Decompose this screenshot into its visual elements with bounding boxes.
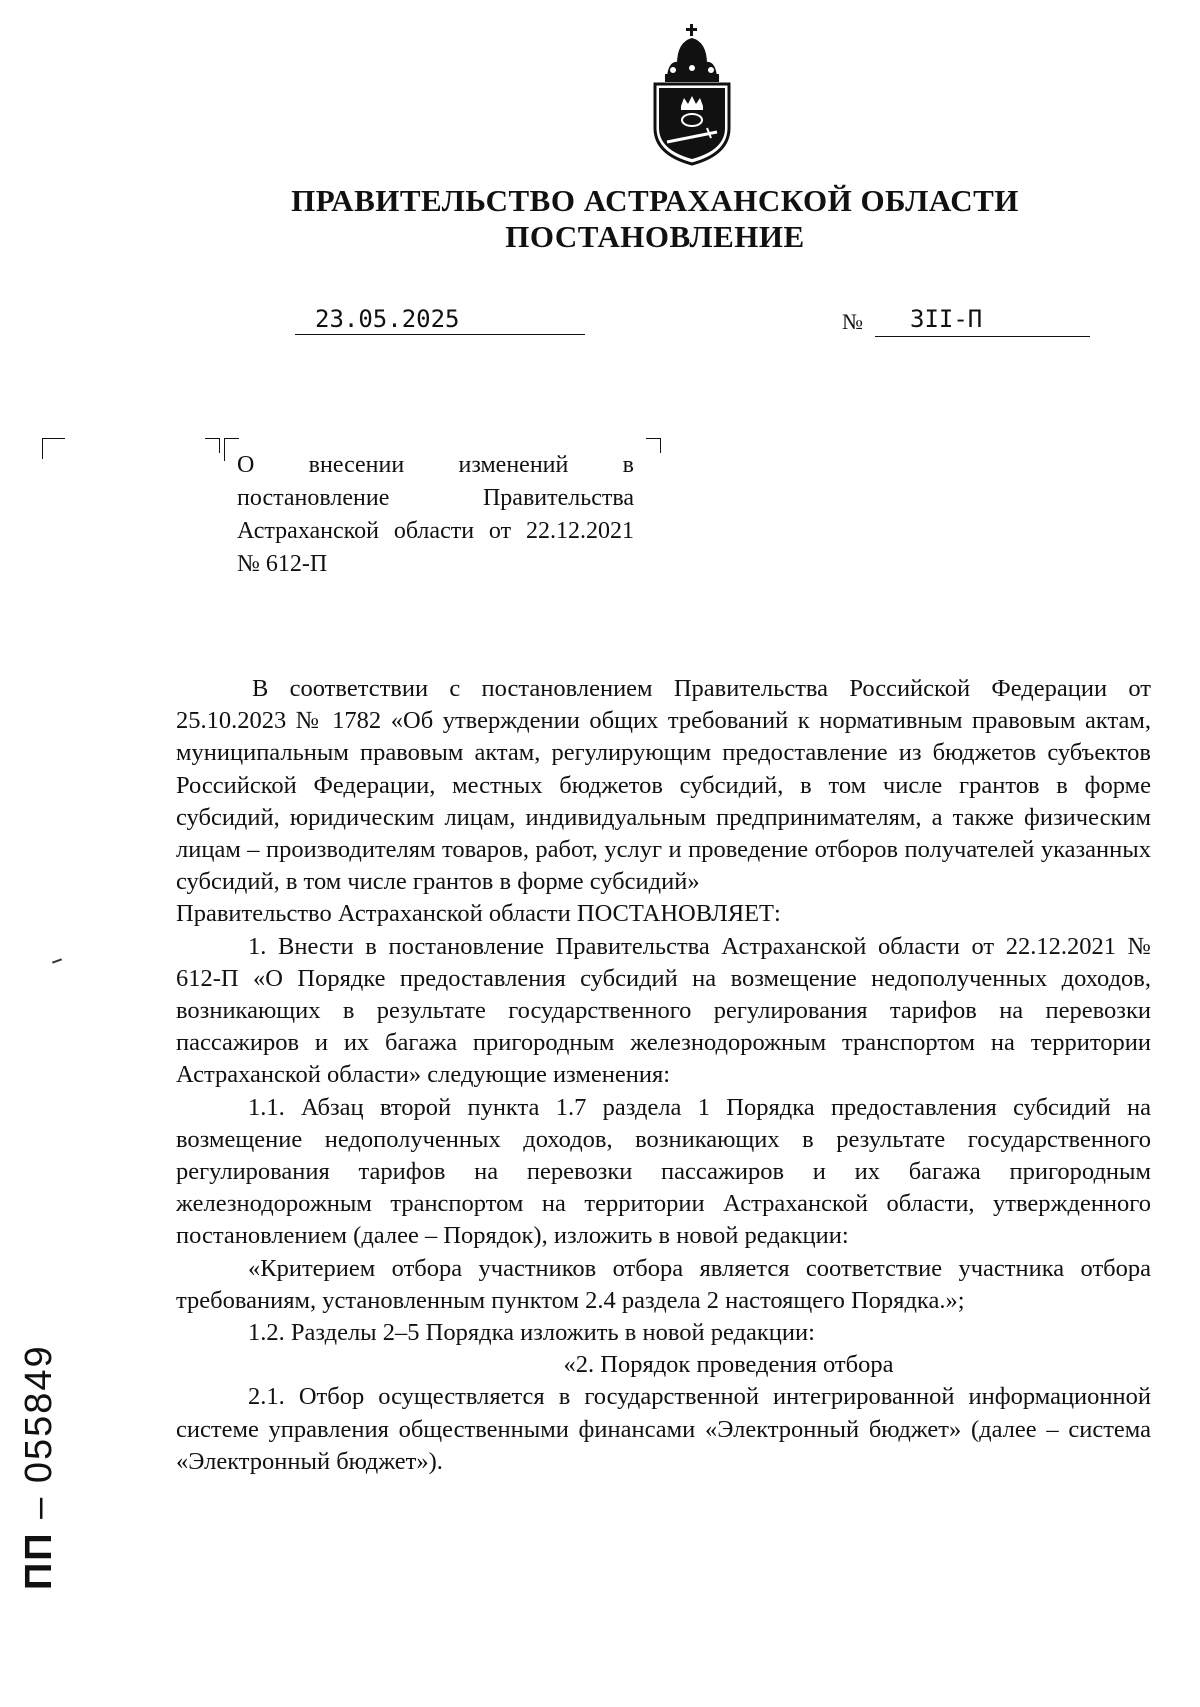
section-heading: «2. Порядок проведения отбора [563, 1351, 894, 1379]
paragraph-item-1-1: 1.1. Абзац второй пункта 1.7 раздела 1 Порядка предоставления субсидий на возмещение недополученных доходов, возникающих в результате государственного регулирования тарифов на перевозки пассажиров и их багажа пригородным железнодорожным транспортом на территории Астраханской области, утвержденного постановлением (далее – Порядок), изложить в новой редакции: [176, 1093, 1151, 1250]
side-serial-code [18, 1344, 61, 1590]
paragraph-item-2-1: 2.1. Отбор осуществляется в государственной интегрированной информационной системе управления общественными финансами «Электронный бюджет» (далее – система «Электронный бюджет»). [176, 1383, 1151, 1475]
coat-of-arms-icon [647, 24, 737, 166]
document-title: ПРАВИТЕЛЬСТВО АСТРАХАНСКОЙ ОБЛАСТИ [291, 183, 1019, 218]
paragraph-item-1: 1. Внести в постановление Правительства Астраханской области от 22.12.2021 № 612-П «О Порядке предоставления субсидий на возмещение недополученных доходов, возникающих в результате государственного регулирования тарифов на перевозки пассажиров и их багажа пригородным железнодорожным транспортом на территории Астраханской области» следующие изменения: [176, 932, 1151, 1089]
serial-separator: – [18, 1483, 60, 1532]
document-type: ПОСТАНОВЛЕНИЕ [505, 219, 805, 254]
margin-corner-mark [42, 438, 65, 459]
bracket-mark [646, 438, 661, 453]
paragraph-quote-criteria: «Критерием отбора участников отбора является соответствие участника отбора требованиям, установленным пунктом 2.4 раздела 2 настоящего Порядка.»; [176, 1254, 1151, 1314]
bracket-mark [205, 438, 220, 453]
paragraph-item-1-2: 1.2. Разделы 2–5 Порядка изложить в новой редакции: [248, 1319, 815, 1347]
document-date: 23.05.2025 [295, 305, 585, 335]
paragraph-resolves: Правительство Астраханской области ПОСТАНОВЛЯЕТ: [176, 900, 781, 928]
scan-artifact [52, 958, 62, 963]
document-number: 3II-П [875, 305, 1090, 337]
paragraph-preamble: В соответствии с постановлением Правительства Российской Федерации от 25.10.2023 № 1782 «Об утверждении общих требований к нормативным правовым актам, муниципальным правовым актам, регулирующим предоставление из бюджетов субъектов Российской Федерации, местных бюджетов субсидий, в том числе грантов в форме субсидий, юридическим лицам, индивидуальным предпринимателям, а также физическим лицам – производителям товаров, работ, услуг и проведение отборов получателей указанных субсидий, в том числе грантов в форме субсидий» [176, 675, 1151, 896]
document-subject: О внесении изменений в постановление Правительства Астраханской области от 22.12.2021 № 612-П [237, 452, 634, 577]
number-sign: № [842, 309, 863, 334]
serial-prefix: ПП [18, 1531, 60, 1590]
document-body [176, 673, 1151, 1478]
serial-number: 055849 [18, 1344, 60, 1484]
